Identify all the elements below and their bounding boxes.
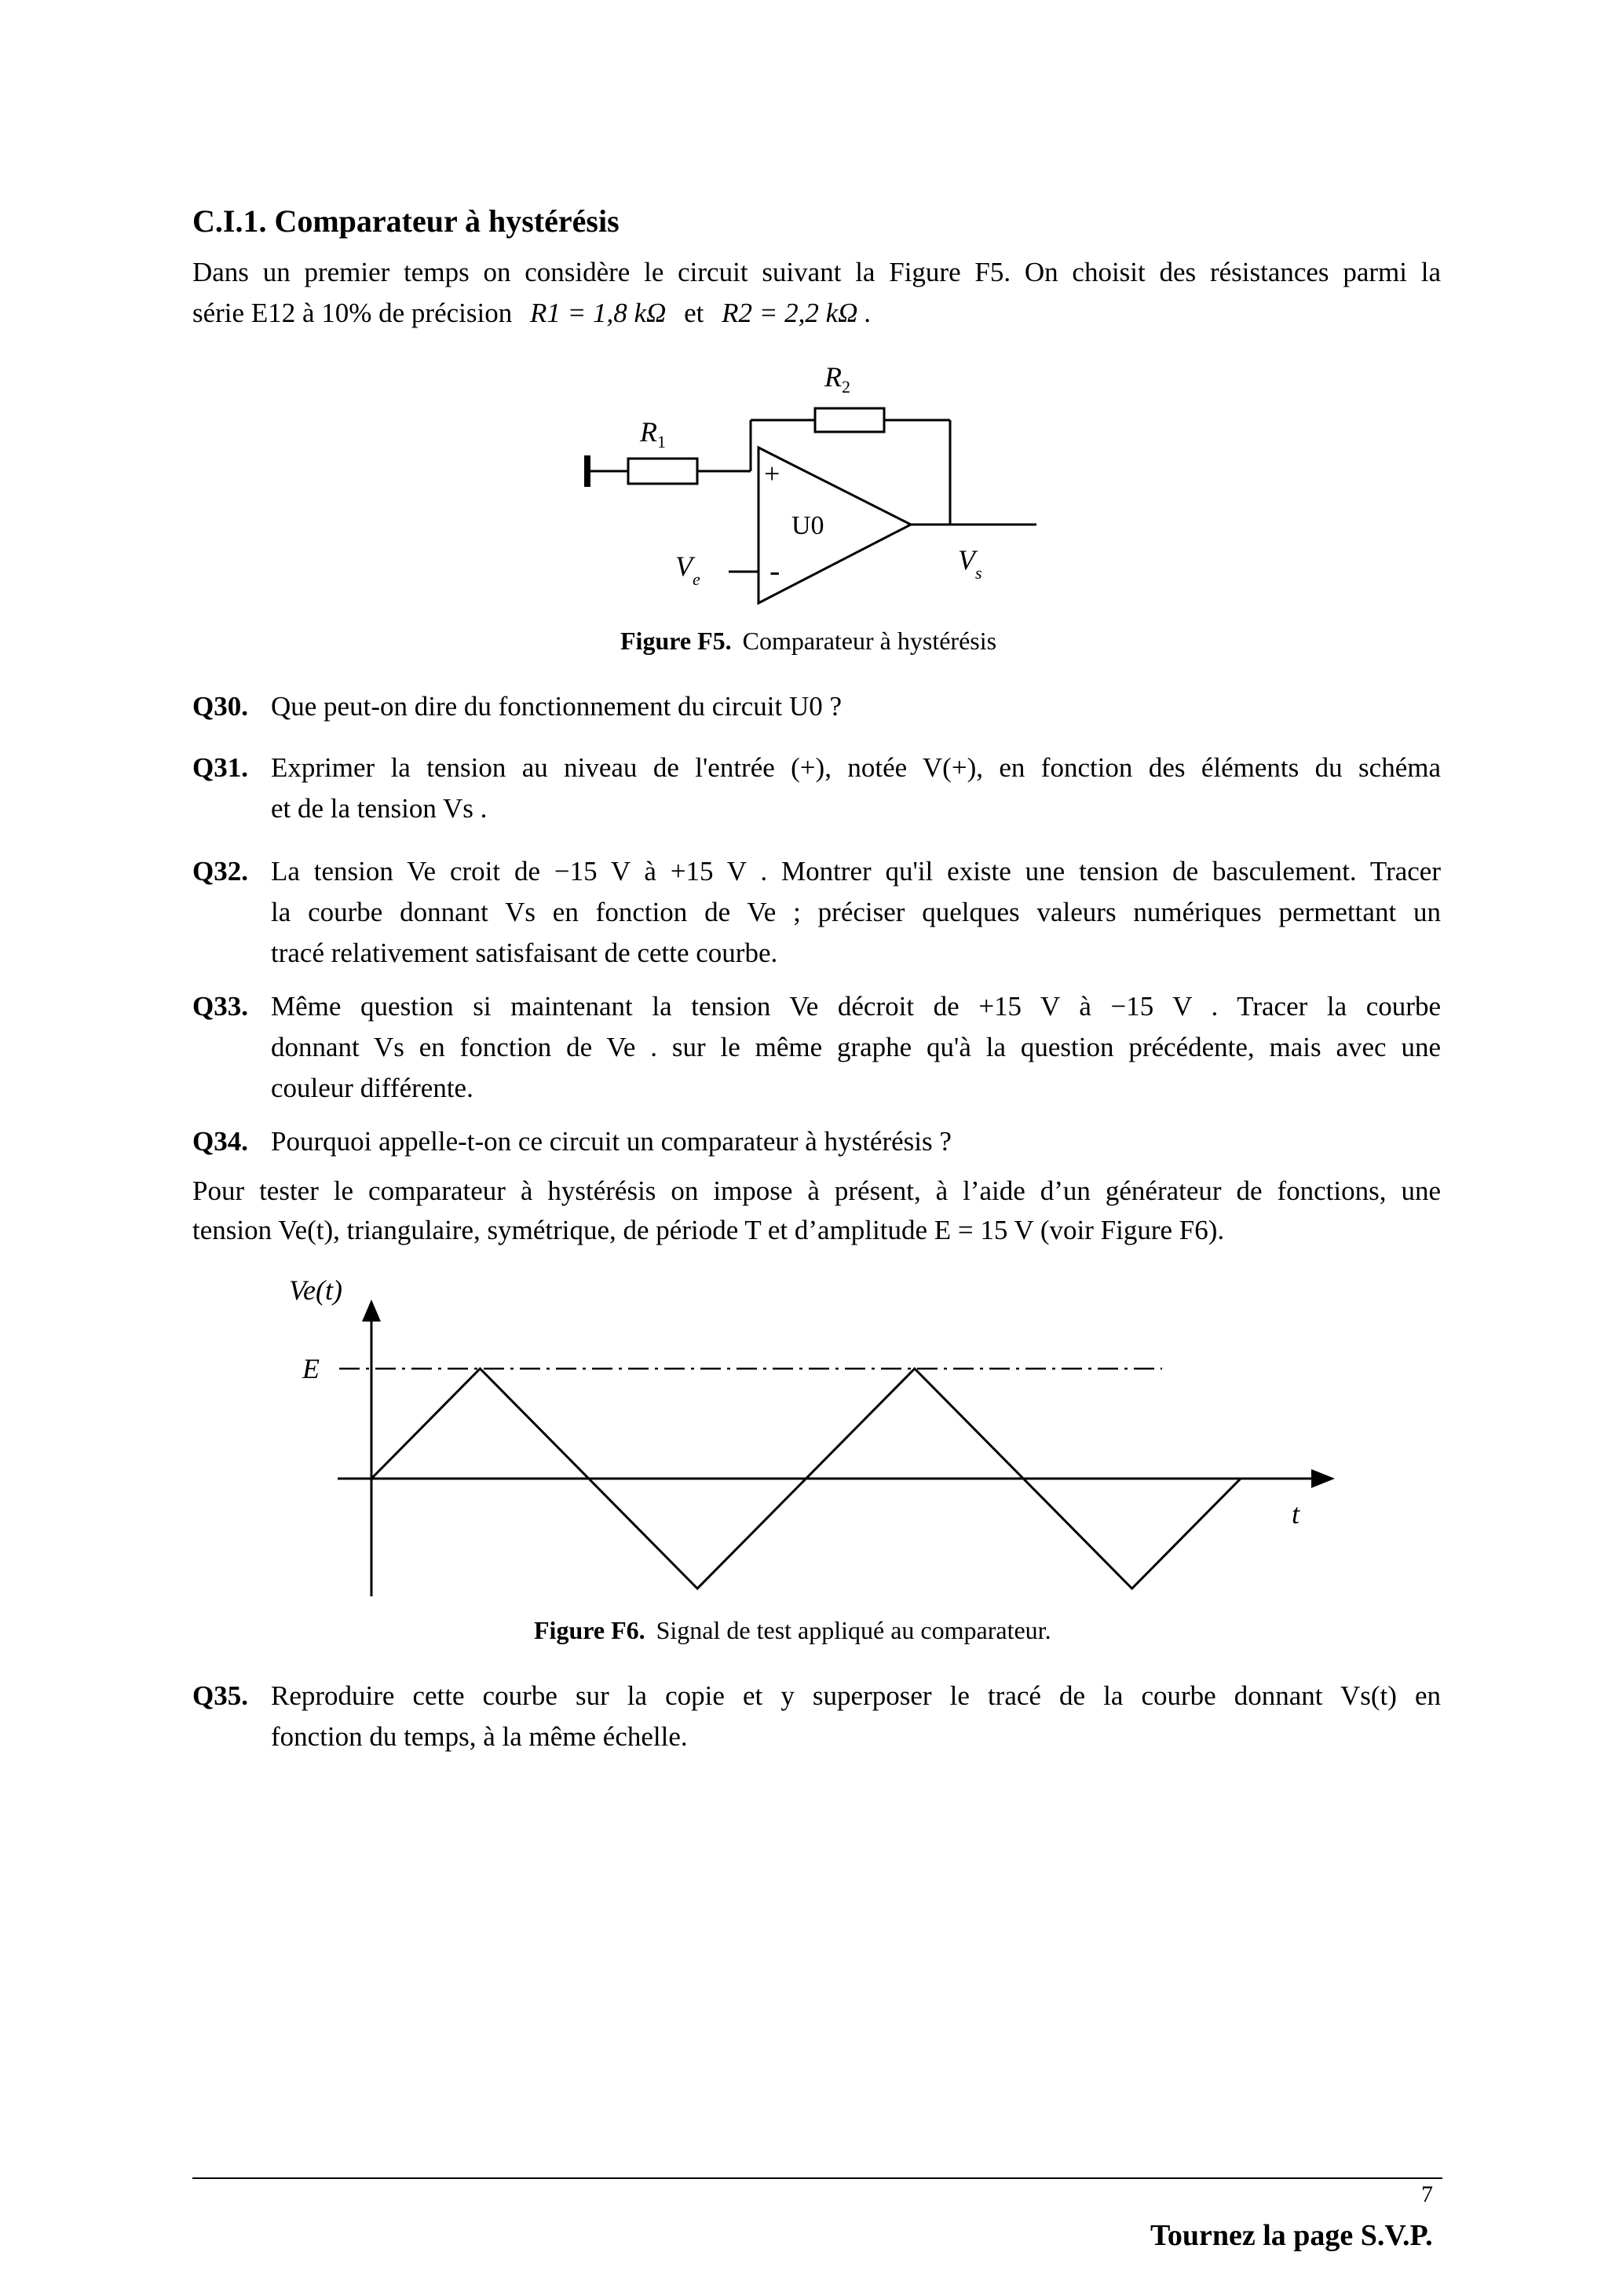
q35-line-2: fonction du temps, à la même échelle.: [271, 1721, 688, 1752]
x-axis-arrow: [1311, 1469, 1335, 1488]
test-paragraph-line-2: tension Ve(t), triangulaire, symétrique, de période T et d’amplitude E = 15 V (voir Figure F6).: [192, 1215, 1225, 1245]
q31-line-1: Exprimer la tension au niveau de l'entrée (+), notée V(+), en fonction des éléments du schéma: [271, 752, 1441, 783]
q32-label: Q32.: [192, 856, 248, 887]
q33-label: Q33.: [192, 991, 248, 1022]
resistor-r1: [628, 459, 697, 484]
q31-label: Q31.: [192, 752, 248, 783]
intro-line-2-pre: série E12 à 10% de précision: [192, 298, 513, 328]
plus-input-label: +: [764, 458, 780, 489]
q30-text: Que peut-on dire du fonctionnement du circuit U0 ?: [271, 691, 843, 722]
intro-line-1: Dans un premier temps on considère le circuit suivant la Figure F5. On choisit des résistances parmi la: [192, 257, 1441, 287]
q35-label: Q35.: [192, 1680, 248, 1711]
opamp-label: U0: [791, 511, 824, 540]
test-paragraph-line-1: Pour tester le comparateur à hystérésis on impose à présent, à l’aide d’un générateur de fonctions, une: [192, 1175, 1441, 1206]
q32-line-3: tracé relativement satisfaisant de cette courbe.: [271, 938, 778, 968]
figure-f6-caption-num: Figure F6.: [534, 1616, 645, 1644]
figure-f5-circuit: [565, 353, 1068, 620]
q32-line-1: La tension Ve croit de −15 V à +15 V . Montrer qu'il existe une tension de basculement. Tracer: [271, 856, 1441, 887]
intro-and: et: [684, 298, 704, 328]
q33-line-1: Même question si maintenant la tension Ve décroit de +15 V à −15 V . Tracer la courbe: [271, 991, 1441, 1022]
y-axis-label: Ve(t): [289, 1274, 342, 1306]
q34-text: Pourquoi appelle-t-on ce circuit un comparateur à hystérésis ?: [271, 1126, 952, 1157]
r1-equation: R1 = 1,8 kΩ: [529, 298, 667, 328]
opamp-u0: [758, 448, 911, 603]
q35-line-1: Reproduire cette courbe sur la copie et y superposer le tracé de la courbe donnant Vs(t) en: [271, 1680, 1441, 1711]
page-number: 7: [1421, 2181, 1433, 2207]
footer-rule: [192, 2177, 1442, 2179]
q31-line-2: et de la tension Vs .: [271, 793, 488, 824]
r2-label: $R_2$: [824, 361, 850, 397]
resistor-r2: [815, 408, 884, 432]
section-title: C.I.1. Comparateur à hystérésis: [192, 203, 620, 239]
r1-label: $R_1$: [640, 416, 666, 452]
q33-line-3: couleur différente.: [271, 1073, 473, 1103]
intro-line-2: [192, 292, 872, 335]
q34-label: Q34.: [192, 1126, 248, 1157]
figure-f6-caption-text: Signal de test appliqué au comparateur.: [656, 1616, 1051, 1644]
ve-label: $V_e$: [675, 550, 700, 589]
r2-equation: R2 = 2,2 kΩ .: [722, 298, 872, 328]
figure-f5-caption: [620, 627, 996, 656]
y-axis-arrow: [362, 1300, 381, 1322]
q32-line-2: la courbe donnant Vs en fonction de Ve ; préciser quelques valeurs numériques permettant un: [271, 897, 1441, 927]
e-label: E: [302, 1353, 320, 1384]
x-axis-label: t: [1292, 1498, 1300, 1530]
figure-f6-caption: [534, 1616, 1051, 1645]
figure-f6-chart: [267, 1268, 1382, 1614]
q30-label: Q30.: [192, 691, 248, 722]
figure-f5-caption-num: Figure F5.: [620, 627, 732, 655]
figure-f5-caption-text: Comparateur à hystérésis: [742, 627, 997, 655]
vs-label: $V_s$: [958, 544, 982, 583]
minus-input-label: -: [769, 553, 780, 588]
q33-line-2: donnant Vs en fonction de Ve . sur le même graphe qu'à la question précédente, mais avec une: [271, 1032, 1441, 1062]
turn-page-note: Tournez la page S.V.P.: [1150, 2219, 1433, 2252]
